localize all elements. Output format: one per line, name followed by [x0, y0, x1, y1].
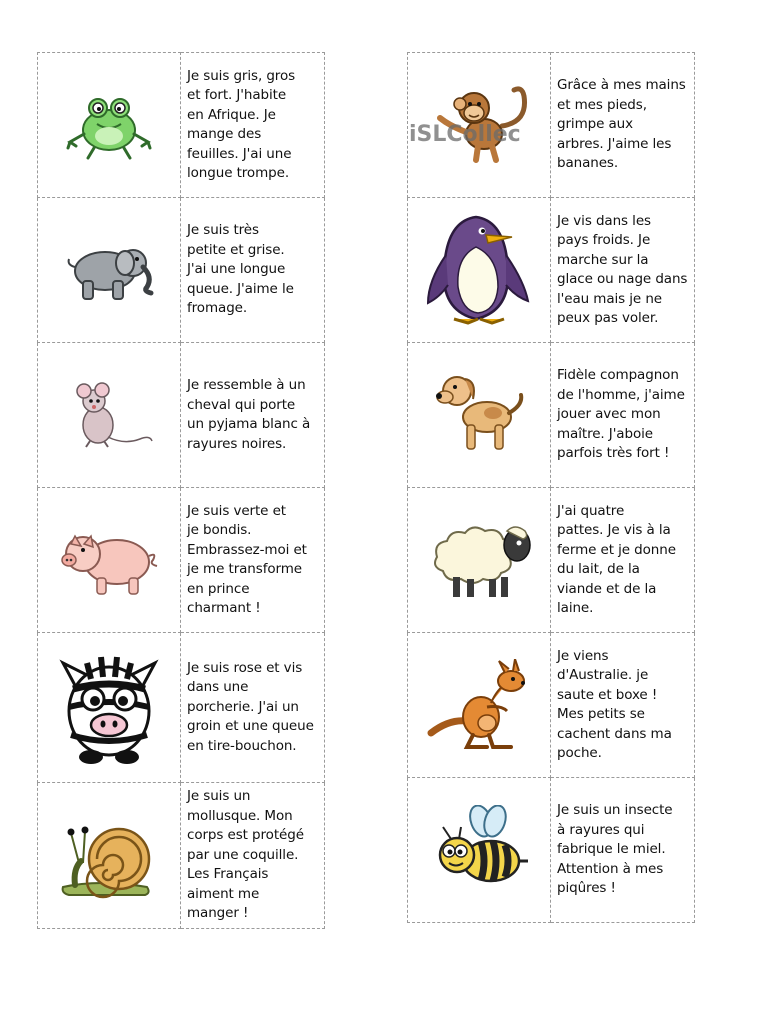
- left-card-column: [37, 52, 325, 929]
- card-image-cell: [38, 783, 181, 929]
- card-row: [38, 343, 325, 488]
- bee-icon: [429, 805, 529, 895]
- mouse-icon: [64, 379, 154, 451]
- card-text-cell: [181, 198, 325, 343]
- riddle-text: Je vis dans les pays froids. Je marche sur la glace ou nage dans l'eau mais je ne peux pas voler.: [557, 212, 688, 326]
- card-row: [38, 198, 325, 343]
- card-text-cell: [551, 343, 695, 488]
- riddle-text: Fidèle compagnon de l'homme, j'aime jouer avec mon maître. J'aboie parfois très fort !: [557, 367, 685, 462]
- riddle-text: Je suis rose et vis dans une porcherie. J'ai un groin et une queue en tire-bouchon.: [187, 659, 314, 754]
- riddle-text: J'ai quatre pattes. Je vis à la ferme et je donne du lait, de la viande et de la laine.: [557, 502, 676, 616]
- dog-icon: [429, 369, 529, 461]
- card-image-cell: [38, 198, 181, 343]
- card-text-cell: [551, 488, 695, 633]
- card-text-cell: [181, 53, 325, 198]
- card-text-cell: [551, 778, 695, 923]
- riddle-text: Je suis verte et je bondis. Embrassez-moi et je me transforme en prince charmant !: [187, 502, 307, 616]
- right-card-column: [407, 52, 695, 923]
- card-row: [408, 633, 695, 778]
- riddle-text: Je suis un insecte à rayures qui fabrique le miel. Attention à mes piqûres !: [557, 802, 673, 897]
- riddle-text: Je suis un mollusque. Mon corps est protégé par une coquille. Les Français aiment me manger !: [187, 788, 304, 922]
- elephant-icon: [61, 235, 157, 305]
- card-row: [408, 343, 695, 488]
- card-image-cell: [38, 343, 181, 488]
- card-text-cell: [181, 783, 325, 929]
- card-text-cell: [551, 53, 695, 198]
- card-text-cell: [551, 633, 695, 778]
- snail-icon: [59, 813, 159, 899]
- card-text-cell: [551, 198, 695, 343]
- card-row: [408, 778, 695, 923]
- sheep-icon: [423, 517, 535, 603]
- pig-icon: [57, 520, 161, 600]
- card-image-cell: [408, 778, 551, 923]
- card-image-cell: [408, 198, 551, 343]
- card-image-cell: [408, 343, 551, 488]
- penguin-icon: [424, 211, 534, 329]
- card-text-cell: [181, 343, 325, 488]
- card-image-cell: [38, 633, 181, 783]
- card-text-cell: [181, 633, 325, 783]
- card-image-cell: [38, 53, 181, 198]
- card-row: [38, 53, 325, 198]
- riddle-text: Je viens d'Australie. je saute et boxe ! Mes petits se cachent dans ma poche.: [557, 647, 672, 761]
- watermark: iSLCollec: [409, 122, 521, 147]
- kangaroo-icon: [427, 659, 531, 751]
- card-image-cell: [408, 633, 551, 778]
- card-row: [408, 488, 695, 633]
- card-image-cell: [408, 488, 551, 633]
- card-row: [408, 198, 695, 343]
- card-row: [38, 783, 325, 929]
- riddle-text: Je suis gris, gros et fort. J'habite en Afrique. Je mange des feuilles. J'ai une longue trompe.: [187, 67, 296, 181]
- frog-icon: [64, 88, 154, 162]
- card-row: [38, 633, 325, 783]
- zebra-icon: [57, 649, 161, 767]
- riddle-text: Grâce à mes mains et mes pieds, grimpe aux arbres. J'aime les bananes.: [557, 77, 686, 172]
- riddle-text: Je ressemble à un cheval qui porte un pyjama blanc à rayures noires.: [187, 377, 311, 452]
- card-row: [38, 488, 325, 633]
- card-image-cell: [38, 488, 181, 633]
- riddle-text: Je suis très petite et grise. J'ai une longue queue. J'aime le fromage.: [187, 222, 294, 317]
- card-text-cell: [181, 488, 325, 633]
